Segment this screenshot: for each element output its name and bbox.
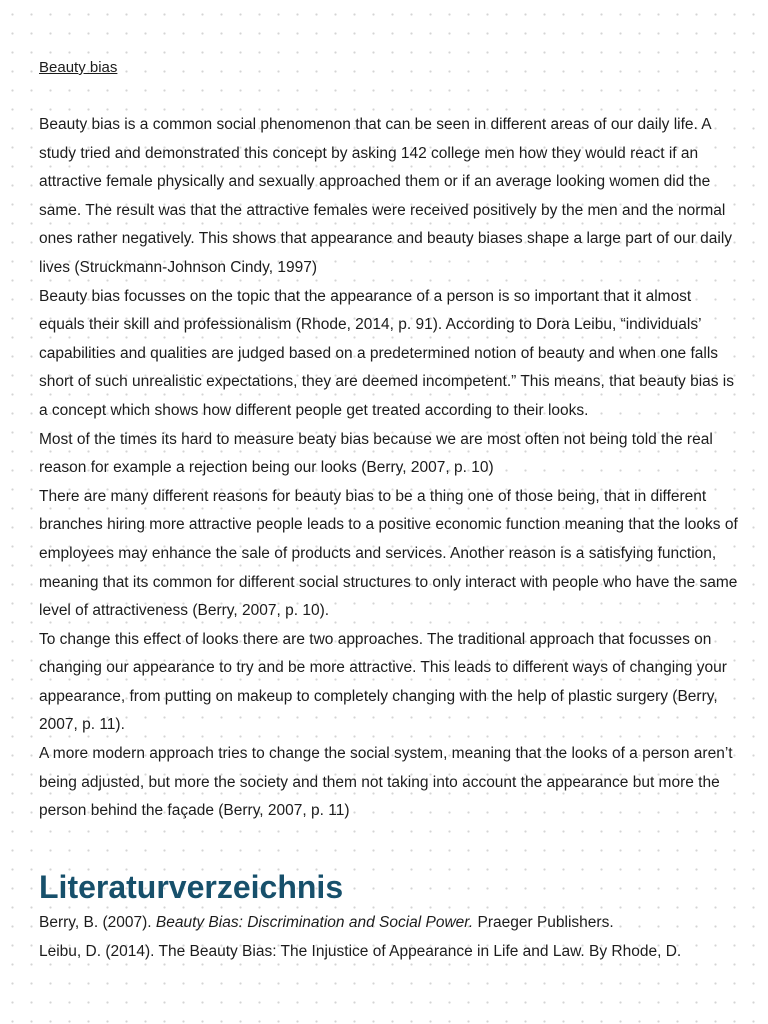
reference-text: Praeger Publishers. xyxy=(473,914,614,931)
reference-text: Leibu, D. (2014). The Beauty Bias: The Injustice of Appearance in Life and Law. By Rhode, D. xyxy=(39,942,682,960)
literature-title: Literaturverzeichnis xyxy=(39,869,344,905)
section-heading: Beauty bias xyxy=(39,59,118,76)
body-text xyxy=(39,111,739,826)
paragraph: To change this effect of looks there are two approaches. The traditional approach that focusses on changing our appearance to try and be more attractive. This leads to different ways of changing your appearance, from putting on makeup to completely changing with the help of plastic surgery (Berry, 2007, p. 11). xyxy=(39,630,727,734)
reference-item xyxy=(39,938,739,967)
paragraph: Most of the times its hard to measure beaty bias because we are most often not being told the real reason for example a rejection being our looks (Berry, 2007, p. 10) xyxy=(39,430,713,477)
reference-list xyxy=(39,909,739,966)
paragraph: Beauty bias is a common social phenomenon that can be seen in different areas of our daily life. A study tried and demonstrated this concept by asking 142 college men how they would react if an attractive female physically and sexually approached them or if an average looking women did the same. The result was that the attractive females were received positively by the men and the normal ones rather negatively. This shows that appearance and beauty biases shape a large part of our daily lives (Struckmann-Johnson Cindy, 1997) xyxy=(39,116,733,276)
reference-text: Berry, B. (2007). xyxy=(39,914,156,931)
paragraph: Beauty bias focusses on the topic that the appearance of a person is so important that it almost equals their skill and professionalism (Rhode, 2014, p. 91). According to Dora Leibu, “individuals’ capabilities and qualities are judged based on a predetermined notion of beauty and when one falls short of such unrealistic expectations, they are deemed incompetent.” This means, that beauty bias is a concept which shows how different people get treated according to their looks. xyxy=(39,287,735,419)
reference-title: Beauty Bias: Discrimination and Social Power. xyxy=(155,914,474,931)
paragraph: There are many different reasons for beauty bias to be a thing one of those being, that in different branches hiring more attractive people leads to a positive economic function meaning that the looks of employees may enhance the sale of products and services. Another reason is a satisfying function, meaning that its common for different social structures to only interact with people who have the same level of attractiveness (Berry, 2007, p. 10). xyxy=(39,487,738,620)
reference-item xyxy=(39,909,739,938)
paragraph: A more modern approach tries to change the social system, meaning that the looks of a person aren’t being adjusted, but more the society and them not taking into account the appearance but more the person behind the façade (Berry, 2007, p. 11) xyxy=(39,745,733,820)
